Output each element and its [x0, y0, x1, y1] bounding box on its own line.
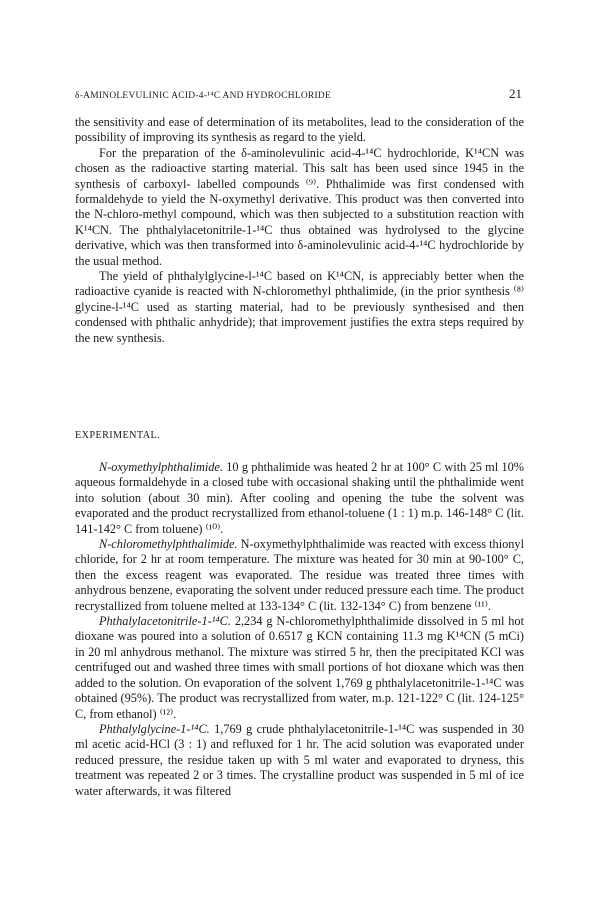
paragraph: The yield of phthalylglycine-l-¹⁴C based on K¹⁴CN, is appreciably better when the radioactive cyanide is reacted with N-chloromethyl phthalimide, (in the prior synthesis ⁽⁸⁾ glycine-l-¹⁴C used as starting material, had to be previously synthesised and then condensed with phthalic anhydride); that improvement justifies the extra steps required by the new synthesis.: [75, 269, 524, 345]
paragraph: the sensitivity and ease of determination of its metabolites, lead to the consideration of the possibility of improving its synthesis as regard to the yield.: [75, 115, 524, 145]
experimental-section: [75, 460, 524, 799]
procedure-text: 2,234 g N-chloromethylphthalimide dissolved in 5 ml hot dioxane was poured into a solution of 0.6517 g KCN containing 11.3 mg K¹⁴CN (5 mCi) in 20 ml anhydrous methanol. The mixture was stirred 5 hr, then the precipitated KCl was centrifuged out and washed three times with small portions of hot dioxane which was then added to the solution. On evaporation of the solvent 1,769 g phthalylacetonitrile-1-¹⁴C was obtained (95%). The product was recrystallized from water, m.p. 121-122° C (lit. 124-125° C, from ethanol) ⁽¹²⁾.: [75, 614, 524, 721]
intro-text: [75, 115, 524, 346]
running-title: δ-AMINOLEVULINIC ACID-4-¹⁴C AND HYDROCHLORIDE: [75, 91, 332, 101]
compound-name: N-oxymethylphthalimide.: [99, 460, 223, 474]
running-head: [75, 86, 522, 102]
procedure-text: N-oxymethylphthalimide was reacted with excess thionyl chloride, for 2 hr at room temperature. The mixture was heated for 30 min at 90-100° C, then the excess reagent was evaporated. The residue was treated three times with anhydrous benzene, evaporating the solvent under reduced pressure each time. The product recrystallized from toluene melted at 133-134° C (lit. 132-134° C) from benzene ⁽¹¹⁾.: [75, 537, 524, 613]
procedure-paragraph: [75, 460, 524, 537]
section-heading: EXPERIMENTAL.: [75, 430, 161, 441]
procedure-text: 10 g phthalimide was heated 2 hr at 100° C with 25 ml 10% aqueous formaldehyde in a closed tube with occasional shaking until the phthalimide went into solution (about 30 min). After cooling and opening the tube the solvent was evaporated and the product recrystallized from ethanol-toluene (1 : 1) m.p. 146-148° C (lit. 141-142° C from toluene) ⁽¹⁰⁾.: [75, 460, 524, 536]
procedure-paragraph: [75, 722, 524, 799]
paragraph: For the preparation of the δ-aminolevulinic acid-4-¹⁴C hydrochloride, K¹⁴CN was chosen as the radioactive starting material. This salt has been used since 1945 in the synthesis of carboxyl- labelled compounds ⁽⁹⁾. Phthalimide was first condensed with formaldehyde to yield the N-oxymethyl derivative. This product was then converted into the N-chloro-methyl compound, which was then subjected to a substitution reaction with K¹⁴CN. The phthalylacetonitrile-1-¹⁴C thus obtained was hydrolysed to the glycine derivative, which was then transformed into δ-aminolevulinic acid-4-¹⁴C hydrochloride by the usual method.: [75, 145, 524, 268]
procedure-paragraph: [75, 537, 524, 614]
compound-name: Phthalylacetonitrile-1-¹⁴C.: [99, 614, 231, 629]
procedure-text: 1,769 g crude phthalylacetonitrile-1-¹⁴C was suspended in 30 ml acetic acid-HCl (3 : 1) and refluxed for 1 hr. The acid solution was evaporated under reduced pressure, the residue taken up with 5 ml water and evaporated to dryness, this treatment was repeated 2 or 3 times. The crystalline product was suspended in 5 ml of ice water afterwards, it was filtered: [75, 721, 524, 798]
compound-name: Phthalylglycine-1-¹⁴C.: [99, 721, 210, 736]
page-number: 21: [509, 86, 522, 101]
procedure-paragraph: [75, 614, 524, 722]
compound-name: N-chloromethylphthalimide.: [99, 537, 238, 552]
